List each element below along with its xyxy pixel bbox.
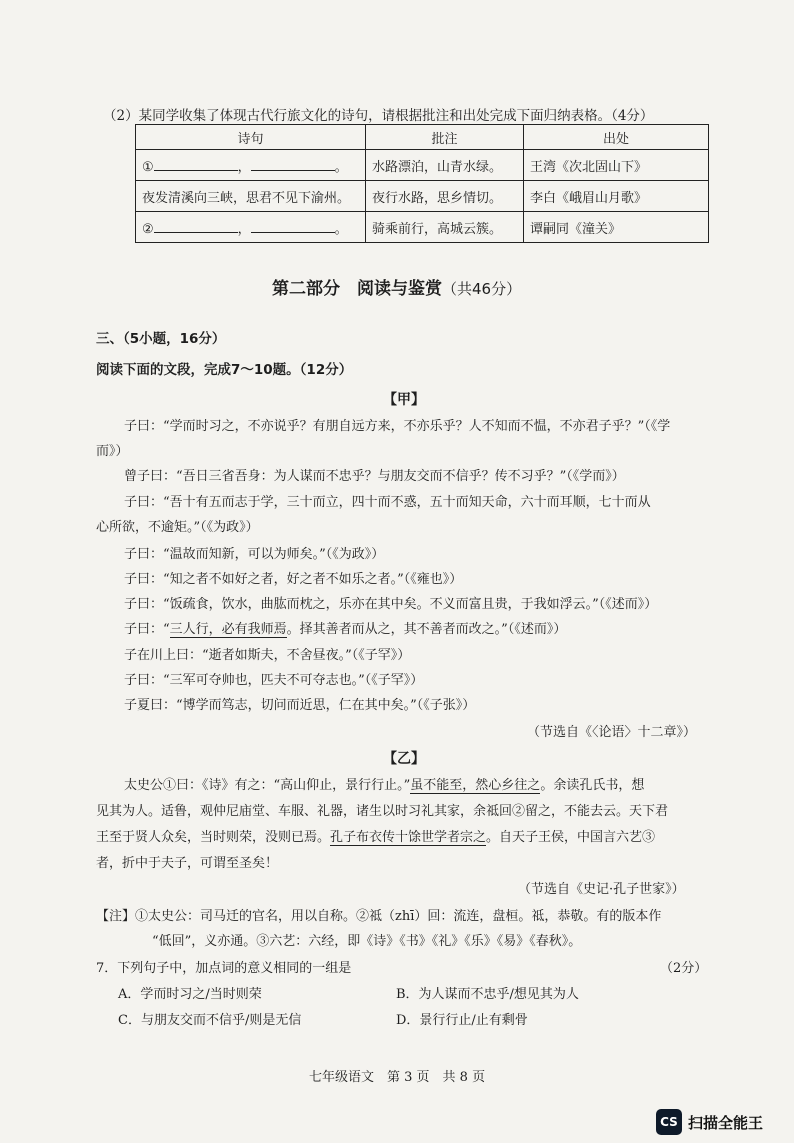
part-title xyxy=(272,274,521,299)
option-a[interactable]: A．学而时习之/当时则荣 xyxy=(118,987,262,1002)
yi-line: 者，折中于夫子，可谓至圣矣！ xyxy=(96,856,279,871)
jia-line: 而》） xyxy=(96,444,129,459)
yi-line-post: 。自天子王侯，中国言六艺③ xyxy=(486,830,656,845)
brand-name: 扫描全能王 xyxy=(688,1113,764,1132)
poem-cell[interactable] xyxy=(136,150,366,181)
question-7-stem: 7．下列句子中，加点词的意义相同的一组是 xyxy=(96,961,352,976)
part-title-text: 第二部分 阅读与鉴赏 xyxy=(272,279,442,299)
blank-end: 。 xyxy=(334,221,348,237)
yi-line-pre: 太史公①曰：《诗》有之：“高山仰止，景行行止。” xyxy=(124,778,411,793)
jia-source: （节选自《〈论语〉十二章》） xyxy=(527,725,697,740)
yi-line: 见其为人。适鲁，观仲尼庙堂、车服、礼器，诸生以时习礼其家，余祗回②留之，不能去云。天下君 xyxy=(96,804,669,819)
table-header-row xyxy=(136,125,709,150)
blank-separator: ， xyxy=(237,221,251,237)
option-b[interactable]: B．为人谋而不忠乎/想见其为人 xyxy=(396,987,579,1002)
jia-line-pre: 子曰：“ xyxy=(124,622,170,637)
note-cell: 水路漂泊，山青水绿。 xyxy=(366,150,524,181)
answer-blank[interactable] xyxy=(251,220,335,233)
jia-line: 子曰：“温故而知新，可以为师矣。”（《为政》） xyxy=(124,547,385,562)
underlined-phrase: 虽不能至，然心乡往之 xyxy=(410,778,541,793)
jia-line: 子曰：“知之者不如好之者，好之者不如乐之者。”（《雍也》） xyxy=(124,572,463,587)
blank-separator: ， xyxy=(237,159,251,175)
table-row xyxy=(136,181,709,212)
section-heading: 三、（5小题，16分） xyxy=(96,331,226,347)
jia-line: 子曰：“三军可夺帅也，匹夫不可夺志也。”（《子罕》） xyxy=(124,673,424,688)
part-score: （共46分） xyxy=(442,280,522,298)
blank-number: ① xyxy=(142,159,154,175)
jia-line: 子夏曰：“博学而笃志，切问而近思，仁在其中矣。”（《子张》） xyxy=(124,698,476,713)
question-2-line: （2）某同学收集了体现古代行旅文化的诗句，请根据批注和出处完成下面归纳表格。（4分） xyxy=(103,108,654,124)
table-row xyxy=(136,212,709,243)
poem-cell[interactable] xyxy=(136,212,366,243)
blank-end: 。 xyxy=(334,159,348,175)
option-d[interactable]: D．景行行止/止有剩骨 xyxy=(396,1013,528,1028)
underlined-phrase: 三人行，必有我师焉 xyxy=(169,622,287,637)
yi-source: （节选自《史记·孔子世家》） xyxy=(518,882,685,897)
jia-line: 子曰：“饭疏食，饮水，曲肱而枕之，乐亦在其中矣。不义而富且贵，于我如浮云。”（《述而》） xyxy=(124,597,658,612)
option-c[interactable]: C．与朋友交而不信乎/则是无信 xyxy=(118,1013,302,1028)
answer-blank[interactable] xyxy=(251,158,335,171)
answer-blank[interactable] xyxy=(154,220,238,233)
answer-blank[interactable] xyxy=(154,158,238,171)
question-7-score: （2分） xyxy=(660,961,708,976)
jia-line xyxy=(124,618,566,637)
yi-line xyxy=(96,826,655,845)
yi-line-pre: 王至于贤人众矣，当时则荣，没则已焉。 xyxy=(96,830,331,845)
passage-jia-title: 【甲】 xyxy=(383,392,425,408)
notes-line: 【注】①太史公：司马迁的官名，用以自称。②祗（zhī）回：流连，盘桓。祗，恭敬。有的版本作 xyxy=(96,909,662,924)
page-footer: 七年级语文 第 3 页 共 8 页 xyxy=(309,1070,486,1085)
source-cell: 谭嗣同《潼关》 xyxy=(524,212,709,243)
source-cell: 王湾《次北固山下》 xyxy=(524,150,709,181)
camscanner-logo-icon: CS xyxy=(656,1109,682,1135)
jia-line: 子曰：“学而时习之，不亦说乎？有朋自远方来，不亦乐乎？人不知而不愠，不亦君子乎？”（《学 xyxy=(124,419,671,434)
jia-line: 心所欲，不逾矩。”（《为政》） xyxy=(96,520,259,535)
summary-table xyxy=(135,124,709,243)
header-source: 出处 xyxy=(524,125,709,150)
jia-line: 子曰：“吾十有五而志于学，三十而立，四十而不惑，五十而知天命，六十而耳顺，七十而从 xyxy=(124,495,651,510)
jia-line: 曾子曰：“吾日三省吾身：为人谋而不忠乎？与朋友交而不信乎？传不习乎？”（《学而》） xyxy=(124,469,625,484)
header-note: 批注 xyxy=(366,125,524,150)
passage-yi-title: 【乙】 xyxy=(383,751,425,767)
note-cell: 骑乘前行，高城云簇。 xyxy=(366,212,524,243)
jia-line-post: 。择其善者而从之，其不善者而改之。”（《述而》） xyxy=(286,622,567,637)
notes-line: “低回”，义亦通。③六艺：六经，即《诗》《书》《礼》《乐》《易》《春秋》。 xyxy=(152,934,582,949)
underlined-phrase: 孔子布衣传十馀世学者宗之 xyxy=(330,830,487,845)
scanner-watermark xyxy=(656,1109,763,1135)
yi-line xyxy=(124,774,644,793)
jia-line: 子在川上曰：“逝者如斯夫，不舍昼夜。”（《子罕》） xyxy=(124,648,411,663)
section-intro: 阅读下面的文段，完成7～10题。（12分） xyxy=(96,362,353,378)
table-row xyxy=(136,150,709,181)
yi-line-post: 。余读孔氏书，想 xyxy=(540,778,645,793)
poem-cell: 夜发清溪向三峡，思君不见下渝州。 xyxy=(136,181,366,212)
blank-number: ② xyxy=(142,221,154,237)
note-cell: 夜行水路，思乡情切。 xyxy=(366,181,524,212)
source-cell: 李白《峨眉山月歌》 xyxy=(524,181,709,212)
header-poem: 诗句 xyxy=(136,125,366,150)
